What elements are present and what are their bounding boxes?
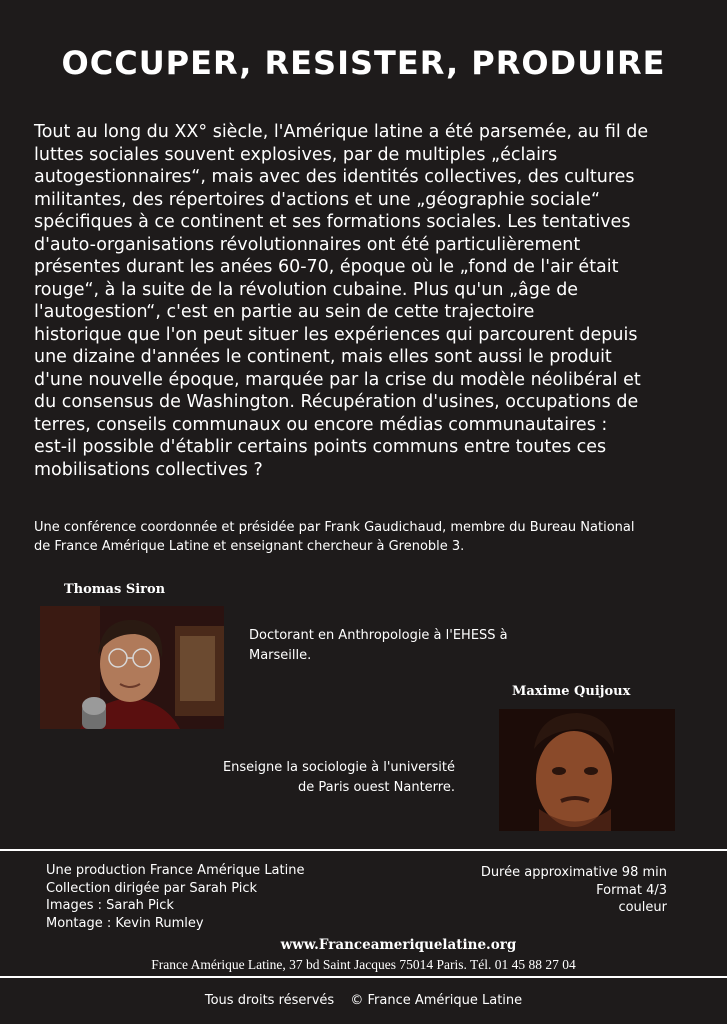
- website-link[interactable]: www.Franceameriquelatine.org: [280, 937, 517, 953]
- description-paragraph: [34, 121, 696, 481]
- paragraph-line: d'une nouvelle époque, marquée par la crise du modèle néolibéral et: [34, 369, 641, 390]
- speaker-photo-maxime-quijoux: [499, 709, 675, 831]
- credit-line: de France Amérique Latine et enseignant chercheur à Grenoble 3.: [34, 538, 465, 554]
- paragraph-line: militantes, des répertoires d'actions et une „géographie sociale“: [34, 189, 601, 210]
- divider-top: [0, 849, 727, 851]
- address-line: France Amérique Latine, 37 bd Saint Jacques 75014 Paris. Tél. 01 45 88 27 04: [151, 957, 576, 972]
- footer: [0, 993, 727, 1008]
- speaker-description-thomas-siron: [249, 626, 508, 666]
- speaker-description-maxime-quijoux: [205, 758, 455, 798]
- speaker-desc-line: Doctorant en Anthropologie à l'EHESS à: [249, 628, 508, 643]
- speaker-desc-line: Marseille.: [249, 648, 312, 663]
- production-credits: [46, 862, 304, 932]
- paragraph-line: autogestionnaires“, mais avec des identités collectives, des cultures: [34, 167, 635, 187]
- paragraph-line: terres, conseils communaux ou encore médias communautaires :: [34, 414, 608, 435]
- production-line: Images : Sarah Pick: [46, 898, 174, 913]
- copyright-text: © France Amérique Latine: [350, 993, 523, 1008]
- paragraph-line: d'auto-organisations révolutionnaires ont été particulièrement: [34, 234, 581, 255]
- page-title: OCCUPER, RESISTER, PRODUIRE: [61, 44, 666, 82]
- format-line: Format 4/3: [596, 882, 667, 898]
- format-line: couleur: [618, 900, 667, 915]
- speaker-photo-thomas-siron: [40, 606, 224, 729]
- paragraph-line: rouge“, à la suite de la révolution cubaine. Plus qu'un „âge de: [34, 279, 579, 300]
- speaker-desc-line: de Paris ouest Nanterre.: [298, 780, 455, 795]
- format-line: Durée approximative 98 min: [480, 865, 667, 880]
- paragraph-line: luttes sociales souvent explosives, par de multiples „éclairs: [34, 144, 558, 165]
- production-line: Collection dirigée par Sarah Pick: [46, 880, 258, 896]
- paragraph-line: présentes durant les anées 60-70, époque où le „fond de l'air était: [34, 257, 619, 277]
- paragraph-line: du consensus de Washington. Récupération d'usines, occupations de: [34, 392, 639, 412]
- speaker-desc-line: Enseigne la sociologie à l'université: [222, 760, 455, 775]
- paragraph-line: Tout au long du XX° siècle, l'Amérique latine a été parsemée, au fil de: [34, 122, 649, 142]
- paragraph-line: spécifiques à ce continent et ses formations sociales. Les tentatives: [34, 212, 631, 232]
- credit-line: Une conférence coordonnée et présidée par Frank Gaudichaud, membre du Bureau National: [34, 520, 635, 535]
- divider-bottom: [0, 976, 727, 978]
- speaker-name-maxime-quijoux: Maxime Quijoux: [512, 684, 631, 699]
- paragraph-line: mobilisations collectives ?: [34, 459, 263, 480]
- speaker-name-thomas-siron: Thomas Siron: [64, 582, 166, 597]
- conference-credit: [34, 519, 704, 556]
- paragraph-line: une dizaine d'années le continent, mais elles sont aussi le produit: [34, 347, 612, 367]
- production-line: Montage : Kevin Rumley: [46, 915, 204, 931]
- paragraph-line: historique que l'on peut situer les expériences qui parcourent depuis: [34, 324, 638, 345]
- paragraph-line: l'autogestion“, c'est en partie au sein de cette trajectoire: [34, 302, 535, 322]
- format-info: [440, 864, 667, 917]
- rights-text: Tous droits réservés: [204, 993, 335, 1008]
- paragraph-line: est-il possible d'établir certains points communs entre toutes ces: [34, 437, 607, 457]
- production-line: Une production France Amérique Latine: [46, 863, 305, 878]
